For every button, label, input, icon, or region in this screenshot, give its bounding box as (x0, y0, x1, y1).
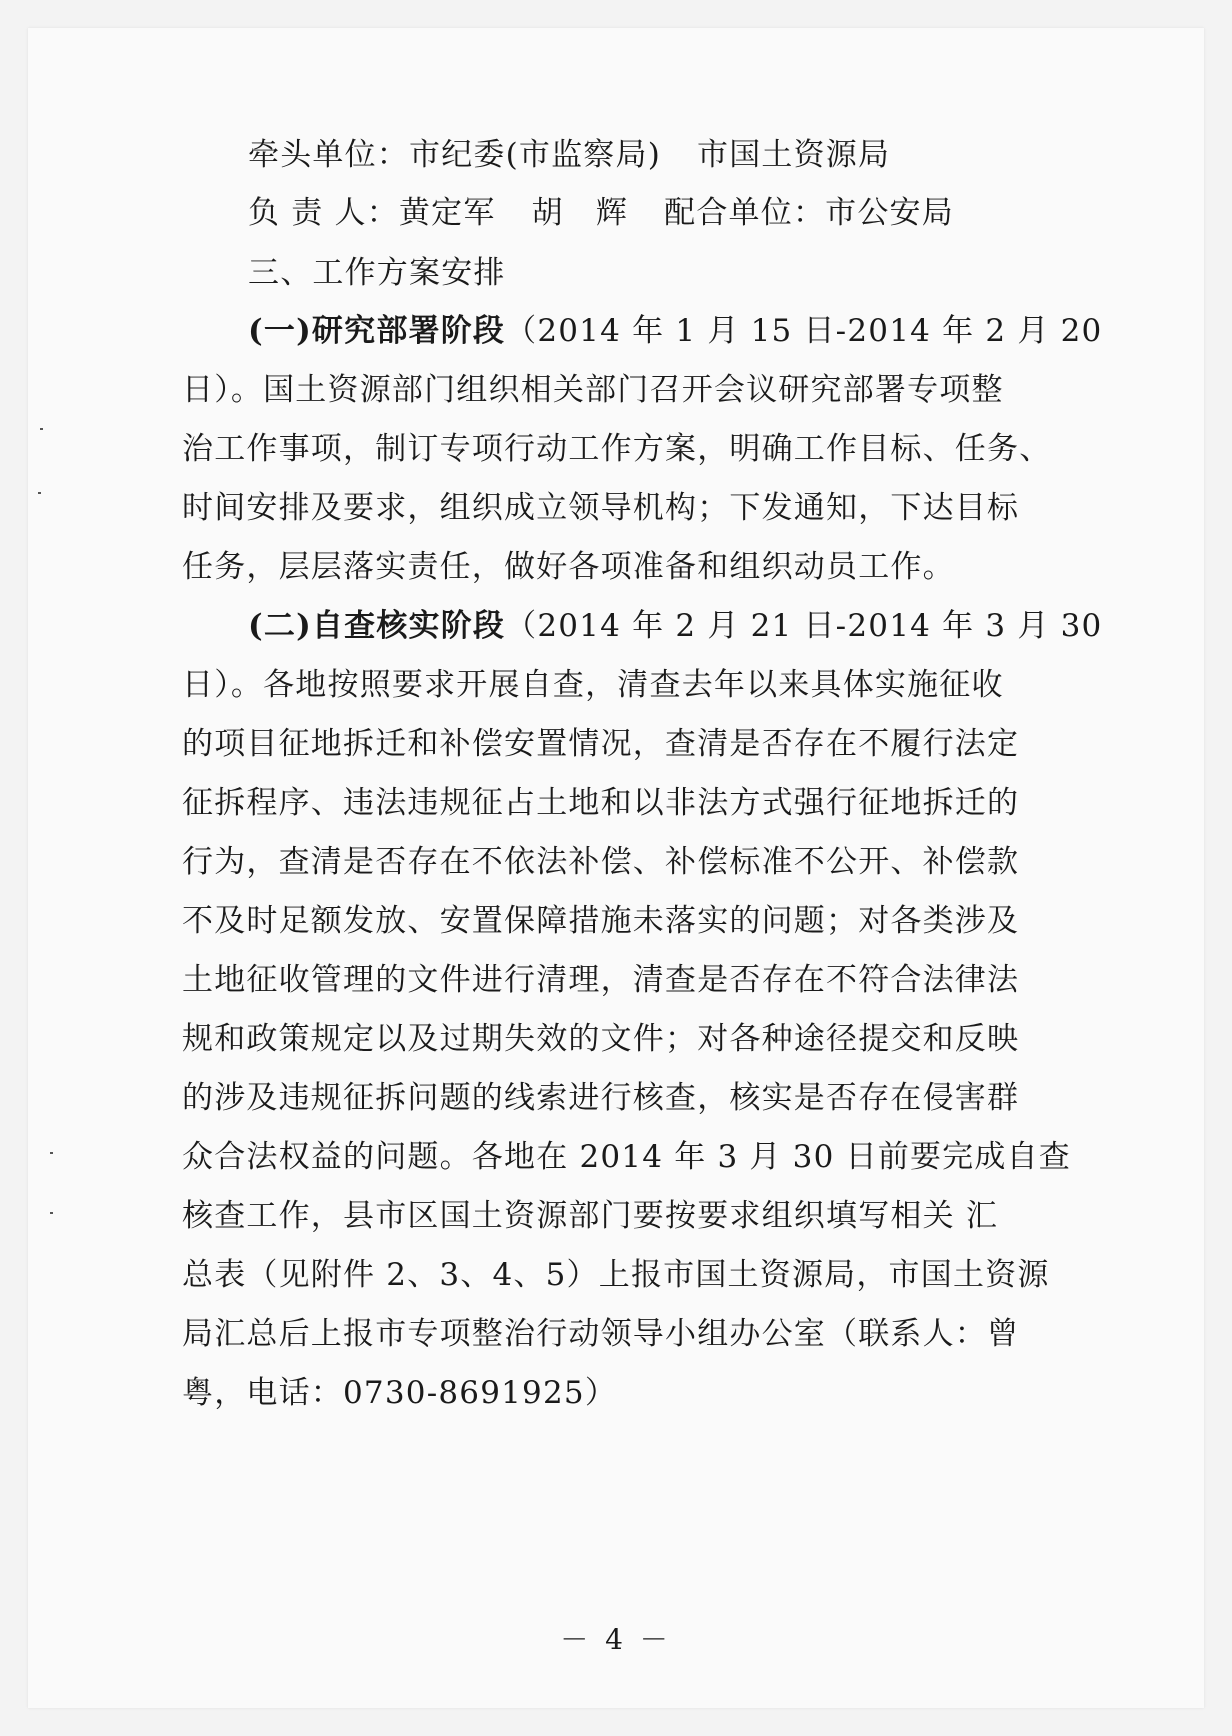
coop-unit: 市公安局 (825, 195, 954, 231)
scan-speck (50, 1152, 53, 1154)
stage2-line: 行为，查清是否存在不依法补偿、补偿标准不公开、补偿款 (182, 844, 1020, 880)
stage2-line: 土地征收管理的文件进行清理，清查是否存在不符合法律法 (182, 962, 1020, 998)
scan-speck (40, 428, 43, 430)
stage1-line-0: （2014 年 1 月 15 日-2014 年 2 月 20 (505, 313, 1103, 349)
stage2-line: 征拆程序、违法违规征占土地和以非法方式强行征地拆迁的 (182, 785, 1020, 821)
stage1-heading: (一)研究部署阶段 (248, 313, 506, 349)
stage1-line: 任务，层层落实责任，做好各项准备和组织动员工作。 (182, 549, 955, 585)
lead-unit-2: 市国土资源局 (697, 137, 891, 173)
stage2-line: 众合法权益的问题。各地在 2014 年 3 月 30 日前要完成自查 (182, 1139, 1071, 1175)
coop-label: 配合单位： (664, 195, 826, 231)
stage2-line: 粤，电话：0730-8691925） (182, 1375, 618, 1411)
lead-units-line (248, 132, 1052, 178)
responsible-person-2: 胡 辉 (531, 195, 629, 231)
lead-unit-1: 市纪委(市监察局) (409, 137, 661, 173)
stage2-line-0: （2014 年 2 月 21 日-2014 年 3 月 30 (505, 608, 1103, 644)
stage2-line: 规和政策规定以及过期失效的文件；对各种途径提交和反映 (182, 1021, 1020, 1057)
stage2-heading: (二)自查核实阶段 (248, 608, 506, 644)
scan-speck (50, 1212, 53, 1214)
stage2-line: 总表（见附件 2、3、4、5）上报市国土资源局，市国土资源 (182, 1257, 1050, 1293)
scan-speck (38, 492, 41, 494)
stage2-line: 不及时足额发放、安置保障措施未落实的问题；对各类涉及 (182, 903, 1020, 939)
stage2-line: 局汇总后上报市专项整治行动领导小组办公室（联系人：曾 (182, 1316, 1020, 1352)
page-number: － 4 － (560, 1623, 672, 1656)
stage1-line: 日）。国土资源部门组织相关部门召开会议研究部署专项整 (182, 372, 1004, 408)
stage2-line: 的涉及违规征拆问题的线索进行核查，核实是否存在侵害群 (182, 1080, 1020, 1116)
responsible-label: 负 责 人： (248, 195, 399, 231)
section-title: 三、工作方案安排 (248, 255, 506, 291)
responsible-person-1: 黄定军 (398, 195, 496, 231)
lead-label: 牵头单位： (248, 137, 409, 173)
stage1-line: 治工作事项，制订专项行动工作方案，明确工作目标、任务、 (182, 431, 1052, 467)
stage2-line: 日）。各地按照要求开展自查，清查去年以来具体实施征收 (182, 667, 1004, 703)
stage2-line: 核查工作，县市区国土资源部门要按要求组织填写相关 汇 (182, 1198, 999, 1234)
responsible-line (248, 190, 1052, 236)
stage2-line: 的项目征地拆迁和补偿安置情况，查清是否存在不履行法定 (182, 726, 1020, 762)
stage1-first-line (248, 308, 1103, 354)
stage2-first-line (248, 603, 1103, 649)
stage1-line: 时间安排及要求，组织成立领导机构；下发通知，下达目标 (182, 490, 1020, 526)
